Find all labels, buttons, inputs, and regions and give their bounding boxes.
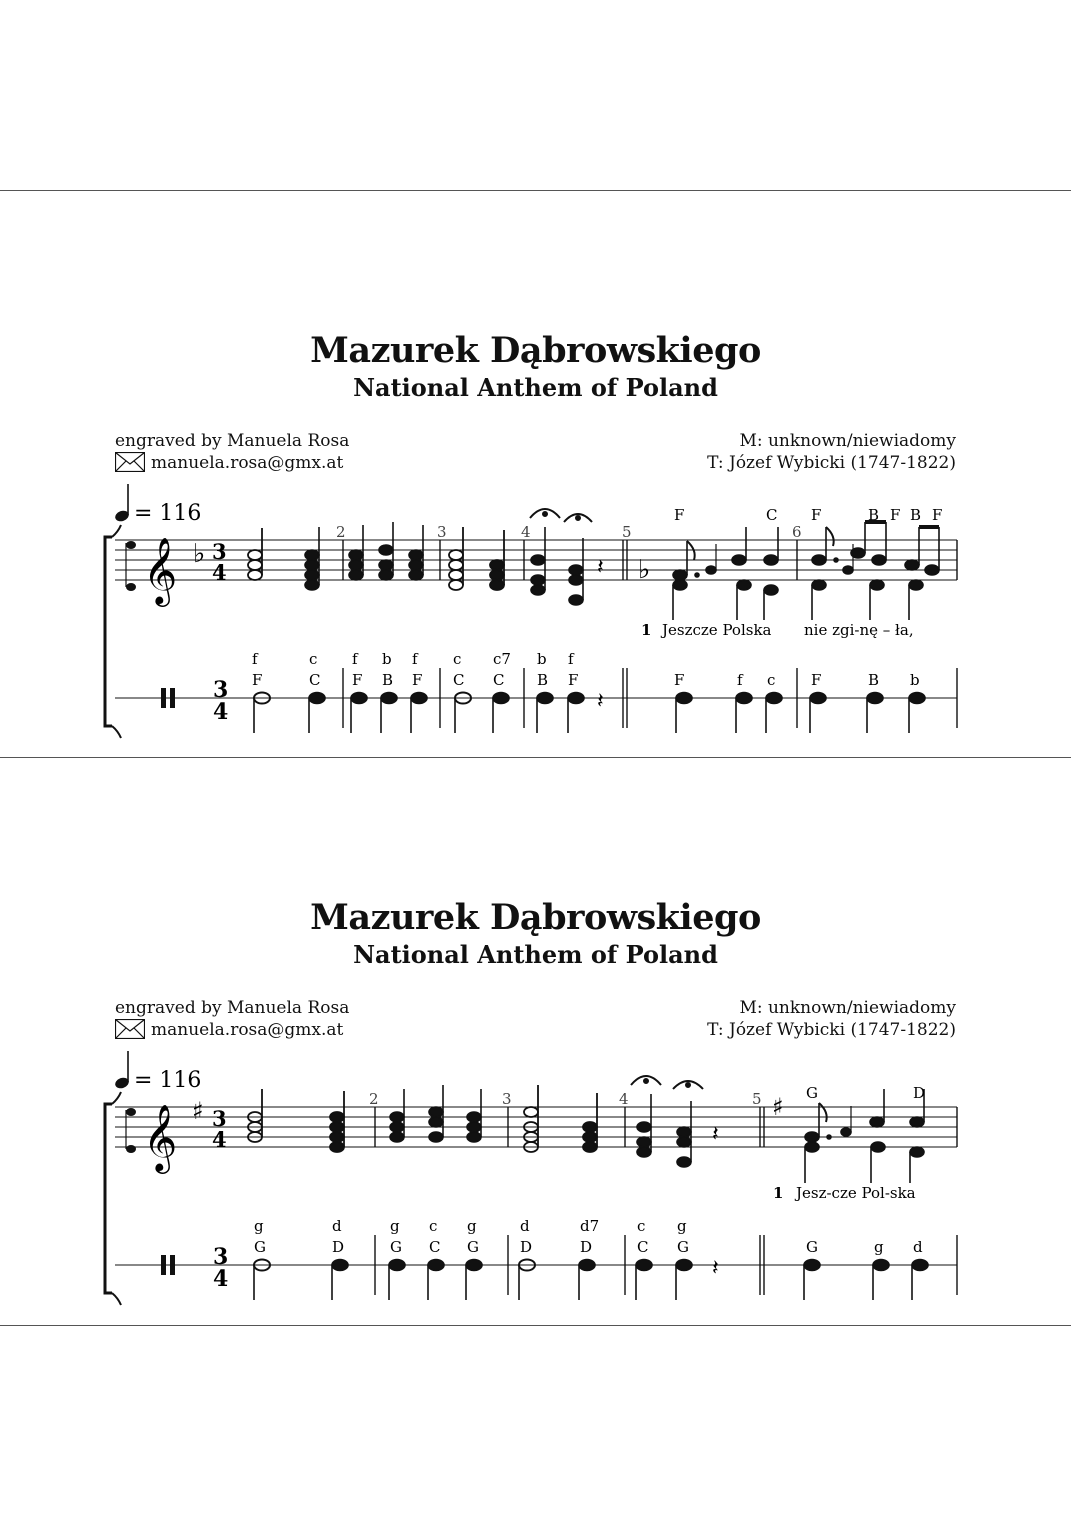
treble-clef-icon: 𝄞 [143, 536, 178, 604]
sheet-version-f [0, 0, 1071, 725]
svg-text:C: C [493, 671, 505, 689]
svg-text:d: d [913, 1238, 923, 1256]
svg-text:1: 1 [773, 1184, 784, 1202]
tempo-text: = 116 [134, 1068, 202, 1093]
quarter-rest-icon: 𝄽 [712, 1122, 719, 1147]
svg-text:D: D [332, 1238, 345, 1256]
svg-text:Jeszcze Polska: Jeszcze Polska [662, 621, 772, 639]
bass-rhythm-notes [254, 1260, 928, 1301]
svg-text:G: G [677, 1238, 689, 1256]
svg-text:F: F [252, 671, 263, 689]
svg-text:3: 3 [212, 539, 227, 564]
svg-text:4: 4 [619, 1090, 629, 1108]
svg-text:D: D [913, 1084, 926, 1102]
svg-text:F: F [811, 506, 822, 524]
svg-text:g: g [254, 1217, 264, 1235]
svg-text:g: g [677, 1217, 687, 1235]
svg-text:G: G [806, 1084, 818, 1102]
svg-text:2: 2 [369, 1090, 379, 1108]
quarter-rest-icon: 𝄽 [597, 555, 604, 580]
svg-text:6: 6 [792, 523, 802, 541]
svg-text:D: D [580, 1238, 593, 1256]
treble-clef-icon: 𝄞 [143, 1103, 178, 1171]
svg-text:F: F [412, 671, 423, 689]
svg-text:b: b [910, 671, 920, 689]
engraver-credit: engraved by Manuela Rosa [115, 431, 350, 451]
svg-text:d7: d7 [580, 1217, 600, 1235]
svg-text:f: f [737, 671, 743, 689]
svg-text:c7: c7 [493, 650, 511, 668]
time-signature-bass [213, 1244, 228, 1292]
svg-text:B: B [910, 506, 922, 524]
fermata-icon [530, 509, 592, 522]
bass-chord-labels-lower [254, 1238, 923, 1256]
svg-text:C: C [453, 671, 465, 689]
svg-text:b: b [382, 650, 392, 668]
page-subtitle: National Anthem of Poland [353, 940, 718, 969]
svg-text:d: d [332, 1217, 342, 1235]
svg-text:b: b [537, 650, 547, 668]
svg-text:c: c [637, 1217, 646, 1235]
svg-text:G: G [467, 1238, 479, 1256]
fermata-icon [631, 1076, 703, 1089]
svg-text:c: c [453, 650, 462, 668]
svg-text:F: F [811, 671, 822, 689]
melody-chord-labels [806, 1084, 925, 1102]
svg-text:F: F [932, 506, 943, 524]
system-bracket [105, 1104, 112, 1293]
quarter-rest-icon: 𝄽 [597, 689, 604, 714]
lyrics-line [773, 1184, 916, 1202]
svg-text:F: F [890, 506, 901, 524]
svg-text:4: 4 [213, 1266, 229, 1292]
svg-text:f: f [352, 650, 358, 668]
svg-text:c: c [767, 671, 776, 689]
flat-key-signature-icon: ♭ [193, 539, 206, 569]
svg-text:F: F [352, 671, 363, 689]
svg-text:g: g [390, 1217, 400, 1235]
melody-measure-4 [637, 1094, 691, 1167]
score-system [0, 567, 1071, 1327]
svg-text:C: C [766, 506, 778, 524]
page-title: Mazurek Dąbrowskiego [310, 897, 761, 938]
svg-text:1: 1 [641, 621, 652, 639]
composer-credit: M: unknown/niewiadomy [739, 431, 956, 451]
svg-text:F: F [568, 671, 579, 689]
melody-measure-1 [248, 1089, 344, 1152]
bar-numbers [369, 1090, 762, 1108]
quarter-rest-icon: 𝄽 [712, 1256, 719, 1281]
svg-text:g: g [467, 1217, 477, 1235]
svg-text:4: 4 [521, 523, 531, 541]
svg-text:G: G [390, 1238, 402, 1256]
svg-text:G: G [254, 1238, 266, 1256]
svg-text:nie zgi-nę – ła,: nie zgi-nę – ła, [804, 621, 914, 639]
lyricist-credit: T: Józef Wybicki (1747-1822) [707, 453, 956, 473]
svg-text:5: 5 [752, 1090, 762, 1108]
svg-text:B: B [382, 671, 394, 689]
sharp-key-signature-icon: ♯ [772, 1093, 784, 1121]
svg-text:c: c [429, 1217, 438, 1235]
svg-text:C: C [429, 1238, 441, 1256]
svg-text:F: F [674, 671, 685, 689]
melody-chord-labels [674, 506, 942, 524]
sheet-version-g [0, 567, 1071, 1292]
svg-text:4: 4 [212, 560, 227, 585]
page-title: Mazurek Dąbrowskiego [310, 330, 761, 371]
sharp-key-signature-icon: ♯ [192, 1097, 204, 1125]
svg-text:B: B [537, 671, 549, 689]
engraver-credit: engraved by Manuela Rosa [115, 998, 350, 1018]
melody-measure-5 [805, 1089, 924, 1183]
svg-text:B: B [868, 506, 880, 524]
svg-text:2: 2 [336, 523, 346, 541]
svg-text:3: 3 [502, 1090, 512, 1108]
svg-text:B: B [868, 671, 880, 689]
svg-text:4: 4 [212, 1127, 227, 1152]
tempo-marking [114, 484, 202, 526]
svg-text:C: C [637, 1238, 649, 1256]
page-subtitle: National Anthem of Poland [353, 373, 718, 402]
composer-credit: M: unknown/niewiadomy [739, 998, 956, 1018]
melody-measure-2 [390, 1085, 481, 1142]
bass-chord-labels-upper [254, 1217, 687, 1235]
svg-text:3: 3 [212, 1106, 227, 1131]
svg-text:G: G [806, 1238, 818, 1256]
lyricist-credit: T: Józef Wybicki (1747-1822) [707, 1020, 956, 1040]
svg-text:g: g [874, 1238, 884, 1256]
bar-numbers [336, 523, 802, 541]
svg-text:Jesz-cze Pol-ska: Jesz-cze Pol-ska [796, 1184, 916, 1202]
svg-text:f: f [568, 650, 574, 668]
cue-chord [126, 1108, 136, 1153]
flat-key-signature-icon: ♭ [638, 555, 651, 585]
svg-text:C: C [309, 671, 321, 689]
tempo-marking [114, 1051, 202, 1093]
melody-measure-3 [524, 1085, 597, 1152]
svg-text:D: D [520, 1238, 533, 1256]
svg-text:4: 4 [213, 699, 229, 725]
email-link[interactable]: manuela.rosa@gmx.at [151, 453, 344, 473]
tempo-text: = 116 [134, 501, 202, 526]
time-signature-treble [212, 1106, 227, 1152]
svg-text:d: d [520, 1217, 530, 1235]
svg-text:F: F [674, 506, 685, 524]
svg-text:f: f [252, 650, 258, 668]
svg-text:5: 5 [622, 523, 632, 541]
email-link[interactable]: manuela.rosa@gmx.at [151, 1020, 344, 1040]
svg-text:f: f [412, 650, 418, 668]
svg-text:3: 3 [213, 1244, 229, 1270]
svg-text:3: 3 [437, 523, 447, 541]
svg-text:c: c [309, 650, 318, 668]
svg-text:3: 3 [213, 677, 229, 703]
